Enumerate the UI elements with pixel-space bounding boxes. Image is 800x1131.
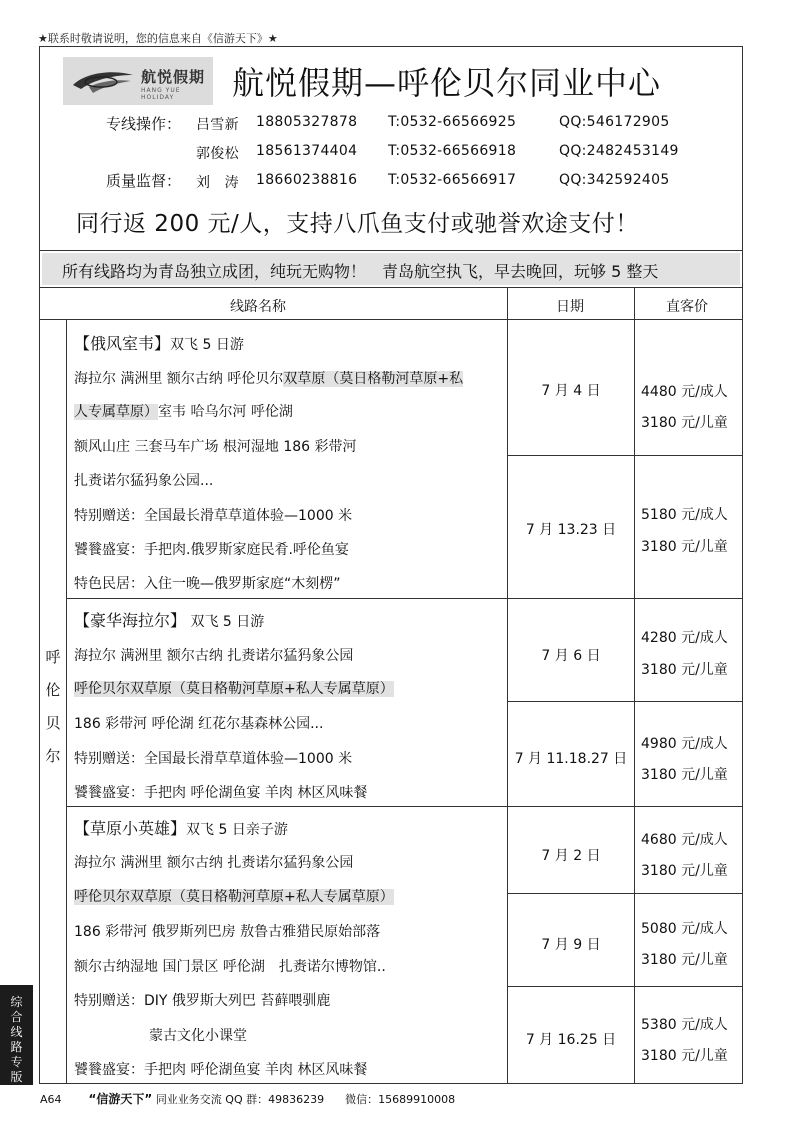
side-tab-char: 合 <box>10 1010 23 1024</box>
route-line: 特别赠送：全国最长滑草草道体验—1000 米 <box>74 508 353 524</box>
route-subtitle: 双飞 5 日游 <box>186 614 265 630</box>
route-line: 饕餮盛宴：手把肉.俄罗斯家庭民肴.呼伦鱼宴 <box>74 542 349 558</box>
departure-date: 7 月 2 日 <box>541 848 601 864</box>
route-subtitle: 双飞 5 日游 <box>170 337 244 353</box>
adult-price: 4280 元/成人 <box>641 630 728 646</box>
route-line <box>74 886 394 906</box>
route-title-row <box>74 816 288 839</box>
contact-qq: QQ:342592405 <box>559 172 670 188</box>
column-header-price: 直客价 <box>666 299 708 315</box>
route-line: 饕餮盛宴：手把肉 呼伦湖鱼宴 羊肉 林区风味餐 <box>74 1062 368 1078</box>
departure-date: 7 月 13.23 日 <box>525 522 617 538</box>
adult-price: 5180 元/成人 <box>641 507 728 523</box>
cell-divider <box>507 455 743 456</box>
contact-qq: QQ:546172905 <box>559 114 670 130</box>
departure-date: 7 月 4 日 <box>541 383 601 399</box>
route-line: 海拉尔 满洲里 额尔古纳 扎赉诺尔猛犸象公园 <box>74 855 354 871</box>
side-tab-char: 路 <box>10 1040 23 1054</box>
region-label: 伦 <box>45 681 61 699</box>
departure-date: 7 月 11.18.27 日 <box>514 751 628 767</box>
page-number: A64 <box>40 1093 62 1106</box>
route-line <box>74 678 394 698</box>
column-divider <box>66 319 67 1084</box>
contact-qq: QQ:2482453149 <box>559 143 679 159</box>
child-price: 3180 元/儿童 <box>641 539 728 555</box>
route-title-row <box>74 608 264 631</box>
footer-brand: “信游天下” <box>88 1092 153 1106</box>
logo-text: 航悦假期 <box>141 68 206 86</box>
company-logo <box>63 57 213 105</box>
route-highlight: 呼伦贝尔双草原（莫日格勒河草原+私人专属草原） <box>74 681 394 697</box>
contact-mobile: 18660238816 <box>256 172 358 188</box>
route-line: 特色民居：入住一晚—俄罗斯家庭“木刻楞” <box>74 576 341 592</box>
divider <box>39 250 743 251</box>
route-title: 【豪华海拉尔】 <box>74 611 187 630</box>
route-line: 186 彩带河 呼伦湖 红花尔基森林公园... <box>74 716 324 732</box>
header-divider <box>39 319 743 320</box>
adult-price: 5380 元/成人 <box>641 1017 728 1033</box>
region-label: 贝 <box>45 714 61 732</box>
child-price: 3180 元/儿童 <box>641 767 728 783</box>
column-header-date: 日期 <box>556 299 584 315</box>
route-highlight: 呼伦贝尔双草原（莫日格勒河草原+私人专属草原） <box>74 889 394 905</box>
promo-text: 同行返 200 元/人，支持八爪鱼支付或驰誉欢途支付！ <box>76 211 639 237</box>
adult-price: 4680 元/成人 <box>641 832 728 848</box>
logo-subtext: HANG YUE HOLIDAY <box>141 87 181 101</box>
column-divider <box>634 287 635 1084</box>
route-line: 特别赠送：DIY 俄罗斯大列巴 苔藓喂驯鹿 <box>74 993 331 1009</box>
child-price: 3180 元/儿童 <box>641 863 728 879</box>
contact-tel: T:0532-66566925 <box>388 114 517 130</box>
contact-mobile: 18805327878 <box>256 114 358 130</box>
departure-date: 7 月 9 日 <box>541 937 601 953</box>
page-title: 航悦假期—呼伦贝尔同业中心 <box>232 64 662 102</box>
region-label: 尔 <box>45 747 61 765</box>
cell-divider <box>507 701 743 702</box>
ops-label: 专线操作： <box>106 115 182 133</box>
footer-qq-group: 同业业务交流 QQ 群：49836239 <box>155 1093 325 1106</box>
route-text: 海拉尔 满洲里 额尔古纳 呼伦贝尔 <box>74 371 284 387</box>
child-price: 3180 元/儿童 <box>641 1048 728 1064</box>
column-divider <box>507 287 508 1084</box>
route-line <box>74 368 463 388</box>
route-line: 蒙古文化小课堂 <box>149 1028 247 1044</box>
child-price: 3180 元/儿童 <box>641 662 728 678</box>
route-highlight: 人专属草原） <box>74 404 158 420</box>
route-divider <box>66 806 743 807</box>
route-divider <box>66 598 743 599</box>
route-line: 186 彩带河 俄罗斯列巴房 敖鲁古雅猎民原始部落 <box>74 924 381 940</box>
side-tab-char: 版 <box>10 1070 23 1084</box>
route-line: 海拉尔 满洲里 额尔古纳 扎赉诺尔猛犸象公园 <box>74 648 354 664</box>
contact-name: 郭俊松 <box>196 146 239 162</box>
cell-divider <box>507 893 743 894</box>
region-label: 呼 <box>45 648 61 666</box>
route-line: 饕餮盛宴：手把肉 呼伦湖鱼宴 羊肉 林区风味餐 <box>74 785 368 801</box>
cell-divider <box>507 986 743 987</box>
banner-text: 所有线路均为青岛独立成团，纯玩无购物！ 青岛航空执飞，早去晚回，玩够 5 整天 <box>62 262 659 281</box>
contact-tel: T:0532-66566917 <box>388 172 517 188</box>
contact-mobile: 18561374404 <box>256 143 358 159</box>
qa-label: 质量监督： <box>106 172 182 190</box>
contact-tel: T:0532-66566918 <box>388 143 517 159</box>
route-line <box>74 401 293 421</box>
side-section-tab <box>0 985 33 1085</box>
column-header-route: 线路名称 <box>230 299 286 315</box>
route-title-row <box>74 331 244 354</box>
page-footer <box>40 1090 455 1107</box>
route-line: 扎赉诺尔猛犸象公园... <box>74 473 214 489</box>
adult-price: 4480 元/成人 <box>641 384 728 400</box>
route-line: 额尔古纳湿地 国门景区 呼伦湖 扎赉诺尔博物馆.. <box>74 959 386 975</box>
side-tab-char: 线 <box>10 1025 23 1039</box>
side-tab-char: 专 <box>10 1055 23 1069</box>
route-title: 【俄风室韦】 <box>74 334 171 353</box>
departure-date: 7 月 16.25 日 <box>525 1032 617 1048</box>
side-tab-char: 综 <box>10 995 23 1009</box>
contact-name: 吕雪新 <box>196 117 239 133</box>
child-price: 3180 元/儿童 <box>641 952 728 968</box>
top-note: ★联系时敬请说明，您的信息来自《信游天下》★ <box>38 32 278 45</box>
route-title: 【草原小英雄】 <box>74 819 187 838</box>
route-subtitle: 双飞 5 日亲子游 <box>186 822 288 838</box>
divider <box>39 287 743 288</box>
route-text: 室韦 哈乌尔河 呼伦湖 <box>158 404 293 420</box>
contact-name: 刘 涛 <box>196 175 239 191</box>
adult-price: 5080 元/成人 <box>641 921 728 937</box>
adult-price: 4980 元/成人 <box>641 736 728 752</box>
departure-date: 7 月 6 日 <box>541 648 601 664</box>
route-highlight: 双草原（莫日格勒河草原+私 <box>283 371 464 387</box>
footer-wechat: 微信：15689910008 <box>345 1093 456 1106</box>
route-line: 特别赠送：全国最长滑草草道体验—1000 米 <box>74 751 353 767</box>
airplane-logo-icon <box>71 67 135 95</box>
route-line: 额风山庄 三套马车广场 根河湿地 186 彩带河 <box>74 439 357 455</box>
child-price: 3180 元/儿童 <box>641 415 728 431</box>
